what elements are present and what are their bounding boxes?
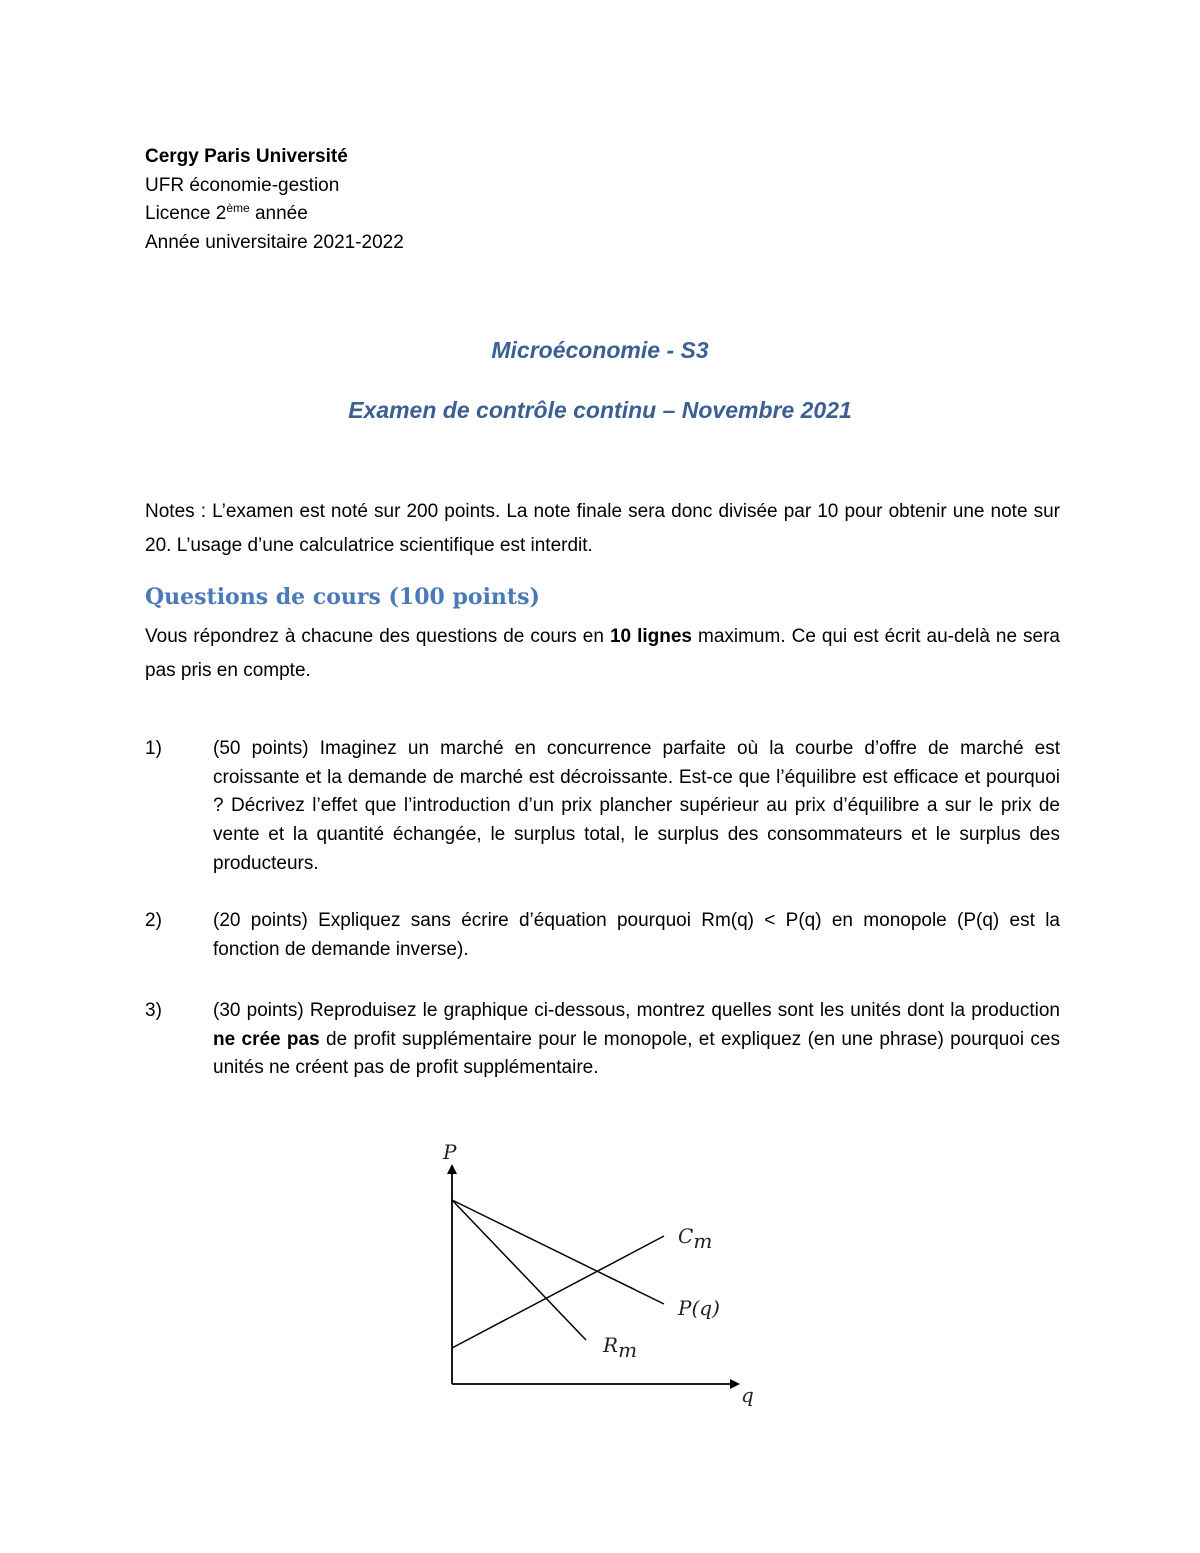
intro-text-after: maximum. Ce qui est écrit au-delà ne sera pas pris en compte.	[145, 626, 1060, 681]
university-name: Cergy Paris Université	[145, 146, 348, 167]
ufr-name: UFR économie-gestion	[145, 174, 340, 196]
intro-text-before: Vous répondrez à chacune des questions de cours en	[145, 626, 610, 647]
question-number: 2)	[145, 910, 162, 931]
question-text: (20 points) Expliquez sans écrire d’équation pourquoi Rm(q) < P(q) en monopole (P(q) est la fonction de demande inverse).	[213, 910, 1060, 960]
marginal-revenue-label	[602, 1333, 637, 1362]
marginal-cost-sub: m	[693, 1229, 713, 1253]
marginal-cost-letter: C	[678, 1224, 694, 1248]
section-heading: Questions de cours (100 points)	[145, 584, 540, 610]
course-title: Microéconomie - S3	[491, 337, 709, 363]
licence-suffix: année	[249, 203, 308, 224]
demand-label: P(q)	[678, 1296, 720, 1320]
marginal-revenue-sub: m	[618, 1338, 638, 1362]
marginal-cost-label	[678, 1224, 712, 1253]
question-text-bold: ne crée pas	[213, 1028, 320, 1050]
x-axis-label: q	[741, 1383, 754, 1407]
marginal-revenue-curve	[452, 1200, 586, 1340]
question-text-before: (30 points) Reproduisez le graphique ci-dessous, montrez quelles sont les unités dont la production	[213, 1000, 1060, 1021]
y-axis-label: P	[443, 1140, 457, 1164]
exam-title: Examen de contrôle continu – Novembre 2021	[348, 397, 852, 423]
question-number: 1)	[145, 738, 162, 759]
licence-superscript: ème	[226, 201, 250, 215]
academic-year: Année universitaire 2021-2022	[145, 231, 404, 253]
exam-notes: Notes : L’examen est noté sur 200 points. La note finale sera donc divisée par 10 pour obtenir une note sur 20. L’usage d’une calculatrice scientifique est interdit.	[145, 501, 1060, 556]
question-text-after: de profit supplémentaire pour le monopole, et expliquez (en une phrase) pourquoi ces unités ne créent pas de profit supplémentaire.	[213, 1028, 1060, 1079]
question-number: 3)	[145, 1000, 162, 1021]
question-text: (50 points) Imaginez un marché en concurrence parfaite où la courbe d’offre de marché est croissante et la demande de marché est décroissante. Est-ce que l’équilibre est efficace et pourquoi ? Décrivez l’effet que l’introduction d’un prix plancher supérieur au prix d’équilibre a sur le prix de vente et la quantité échangée, le surplus total, le surplus des consommateurs et le surplus des producteurs.	[213, 738, 1060, 874]
licence-prefix: Licence 2	[145, 203, 227, 224]
intro-text-bold: 10 lignes	[609, 626, 692, 647]
marginal-revenue-letter: R	[603, 1333, 619, 1357]
